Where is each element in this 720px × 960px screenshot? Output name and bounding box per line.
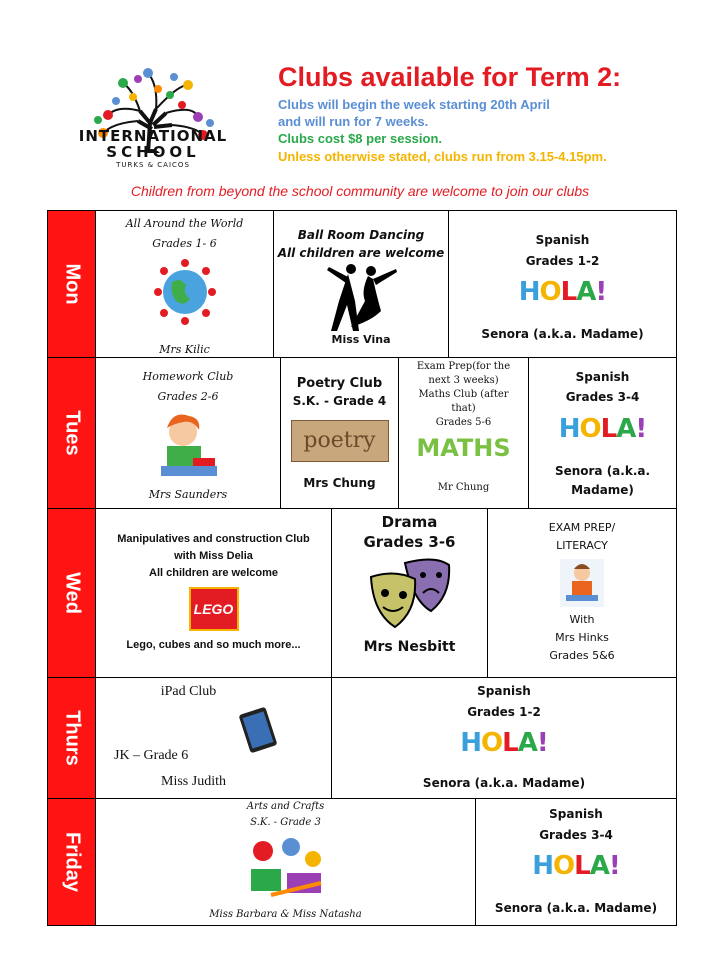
arts-crafts-supplies-icon bbox=[241, 833, 331, 905]
club-drama: Drama Grades 3-6 Mrs Nesbitt bbox=[331, 509, 487, 677]
schedule-row-wed bbox=[47, 508, 677, 678]
drama-masks-icon bbox=[365, 555, 455, 635]
globe-children-icon bbox=[150, 257, 220, 327]
ipad-icon bbox=[236, 706, 280, 754]
info-start-date: Clubs will begin the week starting 20th April bbox=[278, 97, 550, 112]
day-label-tues: Tues bbox=[48, 358, 95, 508]
schedule-row-thurs bbox=[47, 677, 677, 799]
info-cost: Clubs cost $8 per session. bbox=[278, 131, 443, 146]
schedule-row-tues bbox=[47, 357, 677, 509]
info-duration: and will run for 7 weeks. bbox=[278, 114, 429, 129]
info-time: Unless otherwise stated, clubs run from 3.15-4.15pm. bbox=[278, 149, 607, 164]
club-ipad: iPad Club JK – Grade 6 Miss Judith bbox=[95, 678, 331, 798]
welcome-note: Children from beyond the school community are welcome to join our clubs bbox=[130, 183, 590, 199]
club-spanish-thurs: Spanish Grades 1-2 HOLA! Senora (a.k.a. Madame) bbox=[331, 678, 676, 798]
poetry-image: poetry bbox=[291, 420, 389, 462]
club-exam-prep-maths: Exam Prep(for the next 3 weeks) Maths Club (after that) Grades 5-6 MATHS Mr Chung bbox=[398, 358, 528, 508]
club-around-the-world: All Around the World Grades 1- 6 Mrs Kilic bbox=[95, 211, 273, 357]
lego-logo: LEGO bbox=[189, 587, 239, 631]
club-spanish-mon: Spanish Grades 1-2 HOLA! Senora (a.k.a. Madame) bbox=[448, 211, 676, 357]
hola-logo: HOLA! bbox=[460, 728, 548, 758]
reading-child-icon bbox=[560, 559, 604, 607]
club-homework: Homework Club Grades 2-6 Mrs Saunders bbox=[95, 358, 280, 508]
club-manipulatives-construction: Manipulatives and construction Club with Miss Delia All children are welcome LEGO Lego, cubes and so much more... bbox=[95, 509, 331, 677]
day-label-wed: Wed bbox=[48, 509, 95, 677]
club-spanish-friday: Spanish Grades 3-4 HOLA! Senora (a.k.a. Madame) bbox=[475, 799, 676, 925]
club-ballroom-dancing: Ball Room Dancing All children are welcome Miss Vina bbox=[273, 211, 448, 357]
club-exam-prep-literacy: EXAM PREP/ LITERACY With Mrs Hinks Grades 5&6 bbox=[487, 509, 676, 677]
logo-line2: SCHOOL bbox=[106, 143, 200, 161]
club-arts-crafts: Arts and Crafts S.K. - Grade 3 Miss Barbara & Miss Natasha bbox=[95, 799, 475, 925]
schedule-row-mon bbox=[47, 210, 677, 358]
stressed-student-icon bbox=[153, 410, 223, 480]
day-label-friday: Friday bbox=[48, 799, 95, 925]
day-label-thurs: Thurs bbox=[48, 678, 95, 798]
club-poetry: Poetry Club S.K. - Grade 4 poetry Mrs Chung bbox=[280, 358, 398, 508]
hola-logo: HOLA! bbox=[518, 277, 607, 307]
day-label-mon: Mon bbox=[48, 211, 95, 357]
schedule-row-friday bbox=[47, 798, 677, 926]
logo-line3: TURKS & CAICOS bbox=[116, 161, 190, 169]
page-title: Clubs available for Term 2: bbox=[278, 62, 622, 92]
hola-logo: HOLA! bbox=[532, 851, 620, 881]
dancers-silhouette-icon bbox=[321, 261, 401, 333]
club-spanish-tues: Spanish Grades 3-4 HOLA! Senora (a.k.a. Madame) bbox=[528, 358, 676, 508]
hola-logo: HOLA! bbox=[558, 414, 647, 444]
logo-line1: INTERNATIONAL bbox=[78, 127, 228, 145]
maths-image: MATHS bbox=[416, 434, 511, 462]
